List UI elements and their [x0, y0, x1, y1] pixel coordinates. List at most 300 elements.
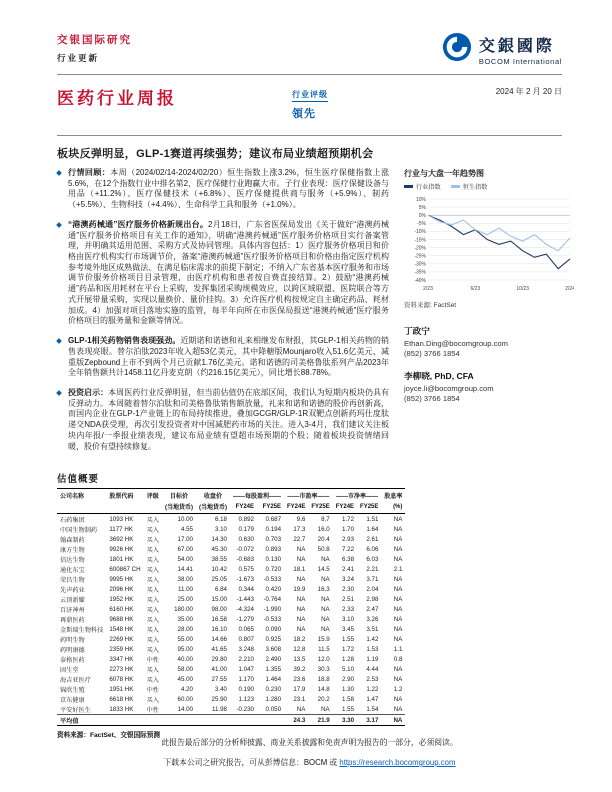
value-cell: 2.04 — [366, 585, 379, 593]
table-row — [57, 694, 405, 704]
value-cell: 0.720 — [265, 565, 282, 573]
value-cell: 22.7 — [293, 535, 306, 543]
value-cell: 98.00 — [211, 605, 227, 613]
value-cell: 11.98 — [211, 705, 227, 713]
valuation-table — [57, 488, 405, 726]
value-cell: NA — [393, 625, 403, 633]
value-cell: 0.420 — [265, 585, 282, 593]
valuation-title: 估值概要 — [57, 474, 100, 486]
value-cell: 3.30 — [333, 715, 357, 726]
value-cell: 1.28 — [342, 655, 355, 663]
value-cell: -0.230 — [236, 705, 254, 713]
rating-cell: 买入 — [146, 516, 159, 524]
value-cell: NA — [296, 615, 306, 623]
value-cell: 180.00 — [174, 605, 193, 613]
content-columns — [57, 168, 574, 461]
value-cell: 3.248 — [238, 645, 254, 653]
value-cell: 23.1 — [293, 695, 306, 703]
value-cell: 25.05 — [211, 575, 227, 583]
col-header: 目标价 — [162, 489, 196, 502]
value-cell: NA — [393, 555, 403, 563]
value-cell: 45.30 — [211, 545, 227, 553]
company-name-cell: 云顶新耀 — [60, 596, 85, 604]
bullet-diamond-icon — [56, 390, 62, 396]
ticker-cell: 3347 HK — [109, 655, 134, 663]
table-row — [57, 604, 405, 614]
value-cell: 2.98 — [366, 595, 379, 603]
company-name-cell: 康方生物 — [60, 546, 85, 554]
value-cell: 7.22 — [342, 545, 355, 553]
value-cell: 16.3 — [317, 585, 330, 593]
value-cell: 41.65 — [211, 645, 227, 653]
bullet-diamond-icon — [56, 338, 62, 344]
table-row — [57, 554, 405, 564]
value-cell: NA — [393, 525, 403, 533]
ticker-cell: 1951 HK — [109, 685, 134, 693]
svg-text:10%: 10% — [415, 196, 426, 203]
company-name-cell: 信达生物 — [60, 556, 85, 564]
value-cell: 15.00 — [211, 595, 227, 603]
value-cell: NA — [393, 585, 403, 593]
value-cell: NA — [393, 635, 403, 643]
col-header: ——市盈率—— — [284, 489, 333, 502]
table-row — [57, 614, 405, 624]
value-cell: 0.703 — [265, 535, 282, 543]
value-cell: NA — [393, 575, 403, 583]
company-name-cell: 平均值 — [57, 715, 106, 726]
value-cell: 1.53 — [366, 645, 379, 653]
value-cell: 0.925 — [265, 635, 282, 643]
logo-en: BOCOM International — [478, 57, 562, 66]
bullet-item — [57, 168, 389, 211]
value-cell: 20.2 — [317, 695, 330, 703]
report-headline: 板块反弹明显，GLP-1赛道再续强势；建议布局业绩超预期机会 — [57, 148, 374, 160]
value-cell: 3.24 — [342, 575, 355, 583]
svg-text:-15%: -15% — [414, 237, 426, 244]
value-cell: 3.40 — [214, 685, 227, 693]
value-cell: 30.3 — [317, 665, 330, 673]
value-cell: 17.3 — [293, 525, 306, 533]
analyst-email[interactable]: joyce.li@bocomgroup.com — [404, 384, 494, 393]
value-cell: 6.06 — [366, 545, 379, 553]
value-cell — [196, 715, 230, 726]
value-cell: 2.30 — [342, 585, 355, 593]
ticker-cell — [106, 715, 143, 726]
value-cell: 18.1 — [293, 565, 306, 573]
value-cell: 14.30 — [211, 535, 227, 543]
value-cell: 25.90 — [211, 695, 227, 703]
col-subheader: (%) — [381, 501, 405, 514]
rating-cell: 买入 — [146, 536, 159, 544]
page-footer — [57, 737, 562, 768]
value-cell: 3.45 — [342, 625, 355, 633]
value-cell: 16.10 — [211, 625, 227, 633]
ticker-cell: 2359 HK — [109, 645, 134, 653]
legend-item: 恒生指数 — [451, 182, 488, 191]
value-cell: 1.72 — [342, 515, 355, 523]
value-cell: 13.5 — [293, 655, 306, 663]
value-cell: 14.66 — [211, 635, 227, 643]
ticker-cell: 1833 HK — [109, 705, 134, 713]
value-cell: 1.22 — [366, 685, 379, 693]
value-cell: 1.123 — [238, 695, 254, 703]
col-subheader — [106, 501, 143, 514]
value-cell: 18.8 — [317, 675, 330, 683]
company-name-cell: 中国生物制药 — [60, 526, 98, 534]
company-name-cell: 京东健康 — [60, 696, 85, 704]
table-row — [57, 634, 405, 644]
value-cell: 1.55 — [342, 705, 355, 713]
analyst-name: 李柳晓, PhD, CFA — [404, 371, 474, 381]
org-name: 交银国际研究 — [57, 34, 132, 46]
value-cell: 2.47 — [366, 605, 379, 613]
value-cell: 23.6 — [293, 675, 306, 683]
value-cell: 16.0 — [317, 525, 330, 533]
value-cell: 0.687 — [265, 515, 282, 523]
value-cell: 1.170 — [238, 675, 254, 683]
rating-value: 領先 — [292, 108, 316, 120]
value-cell: -1.990 — [263, 605, 282, 613]
svg-text:5%: 5% — [418, 204, 426, 211]
table-row — [57, 514, 405, 525]
value-cell: 8.7 — [321, 515, 330, 523]
chart-title: 行业与大盘一年趋势图 — [404, 169, 484, 178]
col-subheader: FY24E — [284, 501, 308, 514]
rating-cell: 买入 — [146, 646, 159, 654]
logo-cn: 交銀國際 — [478, 38, 555, 55]
svg-text:-10%: -10% — [414, 229, 426, 236]
value-cell: 3.10 — [342, 615, 355, 623]
value-cell: 38.00 — [177, 575, 193, 583]
value-cell: NA — [393, 665, 403, 673]
sidebar — [404, 168, 574, 461]
value-cell: 1.19 — [366, 655, 379, 663]
ticker-cell: 9995 HK — [109, 575, 134, 583]
ticker-cell: 6160 HK — [109, 605, 134, 613]
company-name-cell: 固生堂 — [60, 666, 79, 674]
company-name-cell: 翰森制药 — [60, 536, 85, 544]
value-cell: 20.4 — [317, 535, 330, 543]
value-cell: NA — [321, 615, 330, 623]
company-name-cell: 石药集团 — [60, 516, 85, 524]
value-cell: 10.42 — [211, 565, 227, 573]
svg-text:-5%: -5% — [417, 221, 426, 228]
value-cell — [257, 715, 284, 726]
value-cell: 2.51 — [342, 595, 355, 603]
value-cell: 2.490 — [265, 655, 282, 663]
value-cell: 14.00 — [177, 705, 193, 713]
value-cell: 1.1 — [393, 645, 403, 653]
value-cell: 1.70 — [342, 525, 355, 533]
value-cell: 2.21 — [366, 565, 379, 573]
value-cell: NA — [321, 625, 330, 633]
value-cell: 24.3 — [284, 715, 308, 726]
company-name-cell: 药明生物 — [60, 636, 85, 644]
svg-text:6/23: 6/23 — [470, 286, 481, 292]
col-subheader: FY24E — [230, 501, 257, 514]
value-cell: 17.00 — [177, 535, 193, 543]
value-cell: NA — [393, 545, 403, 553]
value-cell: NA — [321, 575, 330, 583]
bullet-item — [57, 220, 389, 327]
valuation-source: 资料来源：FactSet、交银国际预测 — [57, 732, 160, 740]
table-row — [57, 524, 405, 534]
value-cell: NA — [321, 705, 330, 713]
value-cell: 21.9 — [308, 715, 332, 726]
value-cell: 0.575 — [238, 565, 254, 573]
value-cell: -4.324 — [236, 605, 254, 613]
col-subheader: (当地货币) — [162, 501, 196, 514]
trend-chart — [404, 193, 574, 293]
value-cell: 0.194 — [265, 525, 282, 533]
rating-cell: 买入 — [146, 556, 159, 564]
rating-cell: 买入 — [146, 676, 159, 684]
rating-cell: 买入 — [146, 666, 159, 674]
svg-text:-35%: -35% — [414, 269, 426, 276]
company-name-cell: 锦欣生殖 — [60, 686, 85, 694]
ticker-cell: 1177 HK — [109, 525, 133, 533]
value-cell: 40.00 — [177, 655, 193, 663]
value-cell: 0.630 — [238, 535, 254, 543]
value-cell: 45.00 — [177, 675, 193, 683]
value-cell: 0.892 — [238, 515, 254, 523]
company-name-cell: 金斯瑞生物科技 — [60, 626, 104, 634]
rating-cell: 买入 — [146, 586, 159, 594]
value-cell: NA — [393, 675, 403, 683]
value-cell: 0.807 — [238, 635, 254, 643]
bocom-logo — [442, 32, 562, 67]
rating-cell: 买入 — [146, 526, 159, 534]
col-header: 股息率 — [381, 489, 405, 502]
rating-cell: 买入 — [146, 636, 159, 644]
value-cell: 1.355 — [265, 665, 282, 673]
value-cell: 1.047 — [238, 665, 254, 673]
value-cell: 1.54 — [366, 705, 379, 713]
ticker-cell: 3692 HK — [109, 535, 134, 543]
col-header: 股票代码 — [106, 489, 143, 502]
value-cell: -0.764 — [263, 595, 282, 603]
value-cell: -1.443 — [236, 595, 254, 603]
bullet-item — [57, 336, 389, 379]
value-cell: 4.55 — [180, 525, 193, 533]
table-row — [57, 644, 405, 654]
value-cell: 1.47 — [366, 695, 379, 703]
report-date: 2024 年 2 月 20 日 — [495, 87, 562, 96]
chart-legend — [404, 182, 562, 191]
value-cell: NA — [393, 515, 403, 523]
value-cell: 3.51 — [366, 625, 379, 633]
download-line — [57, 757, 562, 768]
table-row — [57, 584, 405, 594]
col-subheader — [144, 501, 162, 514]
value-cell: 2.61 — [366, 535, 379, 543]
bullet-item — [57, 388, 389, 452]
value-cell: NA — [393, 695, 403, 703]
analyst-phone: (852) 3766 1854 — [404, 394, 460, 403]
value-cell: NA — [296, 625, 306, 633]
company-name-cell: 百济神州 — [60, 606, 85, 614]
val-table-body — [57, 514, 405, 726]
ticker-cell: 600867 CH — [109, 565, 141, 573]
rating-label: 行业评级 — [292, 89, 328, 102]
value-cell: 18.2 — [293, 635, 306, 643]
col-subheader: FY25E — [257, 501, 284, 514]
bullet-list — [57, 168, 389, 461]
table-row — [57, 704, 405, 715]
value-cell: 6.03 — [366, 555, 379, 563]
value-cell: 9.6 — [296, 515, 306, 523]
value-cell: 6.38 — [342, 555, 355, 563]
value-cell: NA — [393, 535, 403, 543]
ticker-cell: 9926 HK — [109, 545, 134, 553]
value-cell: 1.72 — [342, 645, 355, 653]
header-left — [57, 32, 132, 64]
value-cell: 54.00 — [177, 555, 193, 563]
col-subheader: FY25E — [357, 501, 381, 514]
table-row — [57, 684, 405, 694]
col-subheader: FY24E — [333, 501, 357, 514]
page-title: 医药行业周报 — [57, 89, 177, 108]
ticker-cell: 1093 HK — [109, 515, 134, 523]
value-cell: 25.00 — [177, 595, 193, 603]
bocom-logo-icon — [442, 32, 472, 67]
value-cell: 4.44 — [366, 665, 379, 673]
bullet-diamond-icon — [56, 170, 62, 176]
rating-cell: 中性 — [146, 686, 159, 694]
value-cell: 1.464 — [265, 675, 282, 683]
value-cell: 27.55 — [211, 675, 227, 683]
col-header: 公司名称 — [57, 489, 106, 502]
value-cell: NA — [296, 605, 306, 613]
ticker-cell: 6618 HK — [109, 695, 134, 703]
value-cell: 11.5 — [318, 645, 330, 653]
value-cell: NA — [321, 605, 330, 613]
value-cell: -0.683 — [236, 555, 254, 563]
value-cell: 1.42 — [366, 635, 379, 643]
company-name-cell: 通化东宝 — [60, 566, 85, 574]
table-row — [57, 654, 405, 664]
bullet-text: 行情回顾：本周（2024/02/14-2024/02/20）恒生指数上涨3.2%，恒生医疗保健指数上涨5.6%，在12个指数行业中排名第2，医疗保健行业跑赢大市。子行业表现：医疗保健设备与用品（+11.2%）、医疗保健技术（+6.8%）、医疗保健提供商与服务（+5.9%）、制药（+5.5%）、生物科技（+4.4%）、生命科学工具和服务（+1.0%）。 — [68, 168, 389, 210]
col-header: 评级 — [144, 489, 162, 502]
bullet-text: GLP-1相关药物销售表现强劲。近期诺和诺德和礼来相继发布财报，其GLP-1相关药物的销售表现亮眼。替尔泊肽2023年收入超53亿美元，其中降糖版Mounjaro收入51.6亿美元，减重版Zepbound上市不到两个月已贡献1.76亿美元。诺和诺德的司美格鲁肽系列产品2023年全年销售额共计1458.11亿丹麦克朗（约216.15亿美元），同比增长88.78%。 — [68, 336, 389, 378]
value-cell: -0.072 — [236, 545, 254, 553]
chart-source: 资料来源: FactSet — [404, 302, 457, 309]
company-name-cell: 再鼎医药 — [60, 616, 85, 624]
disclaimer-line: 此报告最后部分的分析师披露、商业关系披露和免责声明为报告的一部分，必须阅读。 — [161, 738, 458, 747]
value-cell: 55.00 — [177, 635, 193, 643]
value-cell: 1.280 — [265, 695, 282, 703]
value-cell: 3.17 — [357, 715, 381, 726]
value-cell: -1.673 — [236, 575, 254, 583]
value-cell: 17.9 — [293, 685, 306, 693]
value-cell: 6.18 — [214, 515, 227, 523]
table-row — [57, 574, 405, 584]
table-row — [57, 534, 405, 544]
rating-cell: 买入 — [146, 626, 159, 634]
value-cell: 28.00 — [177, 625, 193, 633]
value-cell: 38.55 — [211, 555, 227, 563]
val-table-head — [57, 489, 405, 514]
value-cell: -0.533 — [263, 575, 282, 583]
value-cell: 0.190 — [238, 685, 254, 693]
value-cell: 2.53 — [366, 675, 379, 683]
value-cell: 16.58 — [211, 615, 227, 623]
value-cell: 3.71 — [366, 575, 379, 583]
download-line-prefix: 下载本公司之研究报告，可从彭博信息：BOCM 或 — [163, 758, 340, 767]
value-cell: 19.9 — [293, 585, 306, 593]
value-cell: 2.210 — [238, 655, 254, 663]
value-cell: NA — [393, 605, 403, 613]
ticker-cell: 2273 HK — [109, 665, 134, 673]
table-row — [57, 564, 405, 574]
value-cell: NA — [393, 595, 403, 603]
table-row — [57, 544, 405, 554]
value-cell: 1.2 — [393, 685, 403, 693]
value-cell: 58.00 — [177, 665, 193, 673]
value-cell — [162, 715, 196, 726]
value-cell: NA — [296, 545, 306, 553]
table-row — [57, 715, 405, 726]
svg-text:2/23: 2/23 — [423, 286, 433, 292]
rating-cell: 买入 — [146, 696, 159, 704]
value-cell: NA — [381, 715, 405, 726]
col-header: ——市净率—— — [333, 489, 382, 502]
value-cell: 0.344 — [238, 585, 254, 593]
value-cell: 1.51 — [366, 515, 379, 523]
value-cell: 67.00 — [177, 545, 193, 553]
col-subheader: (当地货币) — [196, 501, 230, 514]
value-cell: 11.00 — [177, 585, 193, 593]
value-cell: 1.55 — [342, 635, 355, 643]
value-cell: 29.80 — [211, 655, 227, 663]
value-cell: 2.93 — [342, 535, 355, 543]
value-cell: 14.5 — [317, 565, 330, 573]
value-cell: 2.1 — [393, 565, 403, 573]
value-cell: 12.8 — [293, 645, 306, 653]
analyst-email[interactable]: Ethan.Ding@bocomgroup.com — [404, 339, 508, 348]
svg-text:-20%: -20% — [414, 245, 426, 252]
col-header: ——每股盈利—— — [230, 489, 284, 502]
research-portal-link[interactable]: https://research.bocomgroup.com — [339, 758, 456, 767]
value-cell: 14.41 — [177, 565, 193, 573]
ticker-cell: 1801 HK — [109, 555, 134, 563]
bullet-diamond-icon — [56, 222, 62, 228]
value-cell: NA — [296, 705, 306, 713]
value-cell: 0.090 — [265, 625, 282, 633]
bullet-text: “港澳药械通”医疗服务价格新规出台。2月18日，广东省医保局发出《关于做好“港澳药械通”医疗服务价格项目有关工作的通知》，明确“港澳药械通”医疗服务价格项目实行备案管理，并明确其适用范围、采购方式及协同管理。具体内容包括：1）医疗服务价格项目和价格由医疗机构实行市场调节价，备案“港澳药械通”医疗服务价格项目和价格由指定医疗机构参考境外地区成熟做法、在满足临床需求的前提下制定；不纳入广东省基本医疗服务和市场调节价服务价格项目目录管理，由医疗机构和患者按自费直接结算。2）鼓励“港澳药械通”药品和医用耗材在平台上采购，发挥集团采购规模效应，以跨区域联盟、医院联合等方式开展带量采购，实现以量换价、量价挂钩。3）允许医疗机构按规定自主确定药品、耗材加成。4）加强对项目落地实施的监管，每半年向所在市医保局报送“港澳药械通”医疗服务价格项目的服务量和金额等情况。 — [68, 219, 389, 326]
legend-item: 行业指数 — [404, 182, 441, 191]
analyst-card — [404, 370, 562, 403]
value-cell: 2.33 — [342, 605, 355, 613]
value-cell — [230, 715, 257, 726]
value-cell: 2.90 — [342, 675, 355, 683]
ticker-cell: 2269 HK — [109, 635, 134, 643]
svg-text:0%: 0% — [418, 213, 426, 219]
value-cell: 3.608 — [265, 645, 282, 653]
company-name-cell: 先声药业 — [60, 586, 85, 594]
analyst-card — [404, 325, 562, 358]
value-cell: -0.533 — [263, 615, 282, 623]
col-subheader — [57, 501, 106, 514]
col-subheader: FY25E — [308, 501, 332, 514]
legend-swatch-icon — [451, 185, 460, 188]
ticker-cell: 1548 HK — [109, 625, 134, 633]
legend-swatch-icon — [404, 185, 413, 188]
value-cell: 60.00 — [177, 695, 193, 703]
value-cell: NA — [393, 615, 403, 623]
analyst-phone: (852) 3766 1854 — [404, 349, 460, 358]
company-name-cell: 药明康德 — [60, 646, 85, 654]
